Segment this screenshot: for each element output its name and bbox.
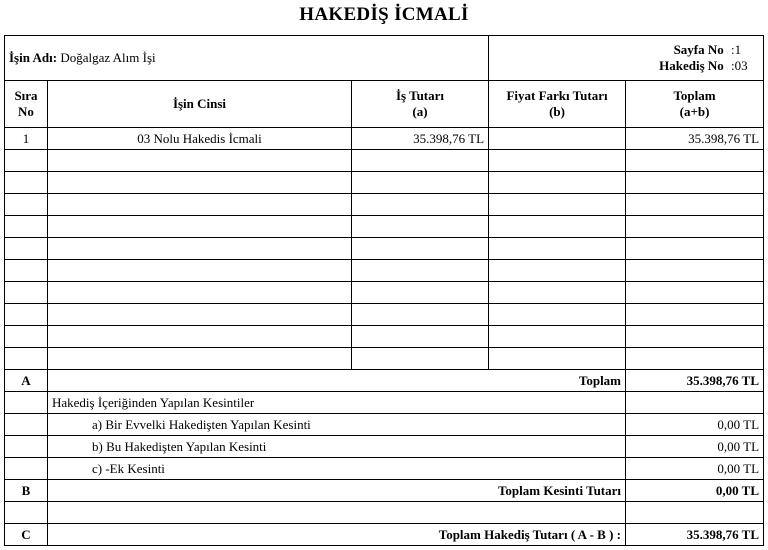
toplam-label: Toplam xyxy=(48,370,626,392)
table-row xyxy=(5,172,764,194)
subtotal-a-row xyxy=(5,370,764,392)
deduction-label: b) Bu Hakedişten Yapılan Kesinti xyxy=(48,436,626,458)
item-price-diff xyxy=(489,128,626,150)
grand-total-label: Toplam Hakediş Tutarı ( A - B ) : xyxy=(48,524,626,546)
section-a-label: A xyxy=(5,370,48,392)
deduction-row xyxy=(5,458,764,480)
section-c-label: C xyxy=(5,524,48,546)
total-deduction-label: Toplam Kesinti Tutarı xyxy=(48,480,626,502)
deduction-value: 0,00 TL xyxy=(626,414,764,436)
page-meta-cell xyxy=(489,36,764,81)
deduction-value: 0,00 TL xyxy=(626,436,764,458)
table-row xyxy=(5,304,764,326)
hakedis-table xyxy=(4,35,764,546)
deduction-row xyxy=(5,414,764,436)
item-amount: 35.398,76 TL xyxy=(352,128,489,150)
grand-total-value: 35.398,76 TL xyxy=(626,524,764,546)
deduction-label: c) -Ek Kesinti xyxy=(48,458,626,480)
table-row xyxy=(5,260,764,282)
page-no-label: Sayfa No xyxy=(673,42,724,57)
page-no-value: :1 xyxy=(731,42,742,57)
deduction-value: 0,00 TL xyxy=(626,458,764,480)
deduction-row xyxy=(5,436,764,458)
hakedis-no-label: Hakediş No xyxy=(659,58,724,73)
table-row xyxy=(5,150,764,172)
toplam-value: 35.398,76 TL xyxy=(626,370,764,392)
col-header-type: İşin Cinsi xyxy=(48,81,352,128)
deductions-title-row xyxy=(5,392,764,414)
page-meta xyxy=(659,42,759,74)
deductions-title: Hakediş İçeriğinden Yapılan Kesintiler xyxy=(48,392,626,414)
grand-total-row xyxy=(5,524,764,546)
work-name-value: Doğalgaz Alım İşi xyxy=(60,50,156,65)
table-row xyxy=(5,348,764,370)
info-row xyxy=(5,36,764,81)
total-deduction-value: 0,00 TL xyxy=(626,480,764,502)
item-no: 1 xyxy=(5,128,48,150)
col-header-no: Sıra No xyxy=(5,81,48,128)
subtotal-b-row xyxy=(5,480,764,502)
section-b-label: B xyxy=(5,480,48,502)
col-header-price-diff: Fiyat Farkı Tutarı (b) xyxy=(489,81,626,128)
table-row xyxy=(5,282,764,304)
work-name-label: İşin Adı: xyxy=(9,50,58,65)
table-row xyxy=(5,326,764,348)
hakedis-no-value: :03 xyxy=(731,58,748,73)
col-header-work-amount: İş Tutarı (a) xyxy=(352,81,489,128)
deduction-label: a) Bir Evvelki Hakedişten Yapılan Kesinti xyxy=(48,414,626,436)
table-row xyxy=(5,216,764,238)
work-name-cell xyxy=(5,36,489,81)
item-type: 03 Nolu Hakedis İcmali xyxy=(48,128,352,150)
document-title: HAKEDİŞ İCMALİ xyxy=(299,4,469,25)
spacer-row xyxy=(5,502,764,524)
table-row xyxy=(5,238,764,260)
table-row xyxy=(5,194,764,216)
col-header-total: Toplam (a+b) xyxy=(626,81,764,128)
column-header-row xyxy=(5,81,764,128)
table-row xyxy=(5,128,764,150)
item-total: 35.398,76 TL xyxy=(626,128,764,150)
